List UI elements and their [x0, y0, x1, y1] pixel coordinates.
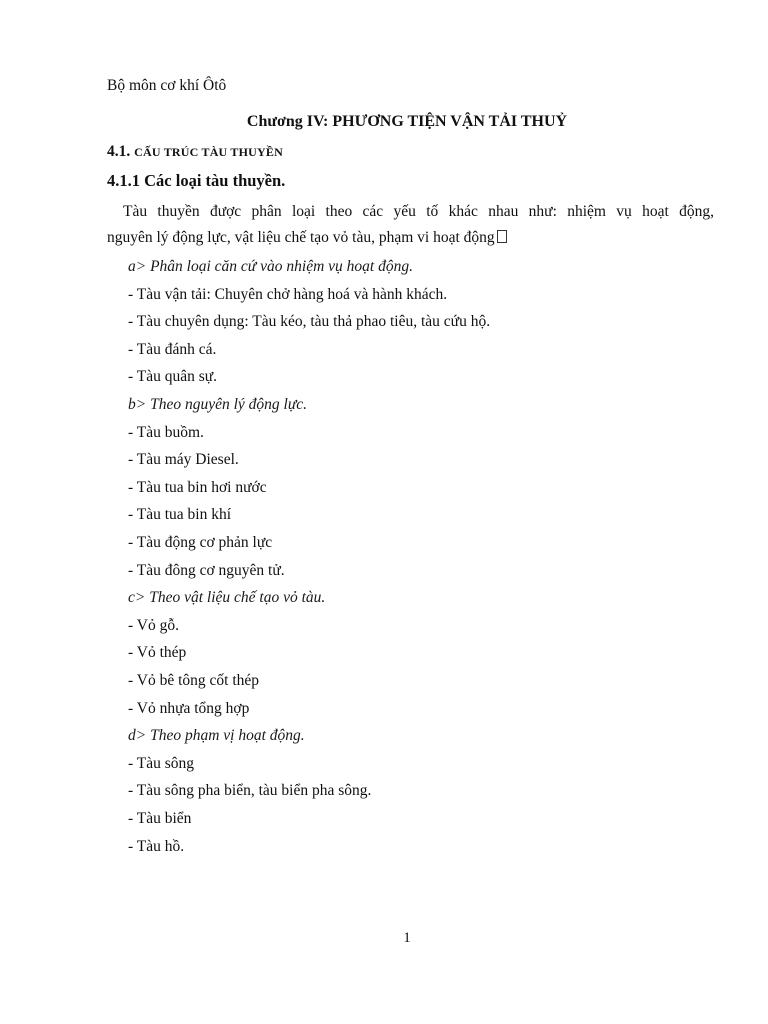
section-title: CẤU TRÚC TÀU THUYỀN — [134, 145, 283, 159]
list-item: - Tàu sông pha biển, tàu biển pha sông. — [128, 782, 372, 799]
section-number: 4.1. — [107, 143, 131, 160]
list-item: - Tàu buồm. — [128, 424, 204, 441]
chapter-title: Chương IV: PHƯƠNG TIỆN VẬN TẢI THUỶ — [246, 113, 568, 130]
category-heading: b> Theo nguyên lý động lực. — [128, 396, 308, 413]
list-item: - Tàu chuyên dụng: Tàu kéo, tàu thả phao tiêu, tàu cứu hộ. — [128, 313, 491, 330]
list-item: - Tàu đông cơ nguyên tử. — [128, 562, 285, 579]
category-heading: c> Theo vật liệu chế tạo vỏ tàu. — [128, 589, 326, 606]
list-item: - Tàu tua bin khí — [128, 506, 232, 523]
list-item: - Vỏ gỗ. — [128, 617, 179, 634]
category-heading: a> Phân loại căn cứ vào nhiệm vụ hoạt động. — [128, 258, 413, 275]
list-item: - Tàu hồ. — [128, 838, 185, 855]
list-item: - Tàu sông — [128, 755, 195, 772]
list-item: - Vỏ nhựa tổng hợp — [128, 700, 250, 717]
list-item: - Vỏ bê tông cốt thép — [128, 672, 260, 689]
intro-line-2-text: nguyên lý động lực, vật liệu chế tạo vỏ tàu, phạm vi hoạt động — [107, 229, 495, 246]
missing-glyph-box — [497, 230, 507, 243]
list-item: - Tàu quân sự. — [128, 368, 218, 385]
list-item: - Tàu động cơ phản lực — [128, 534, 273, 551]
section-heading — [107, 142, 283, 162]
page-header: Bộ môn cơ khí Ôtô — [107, 77, 227, 94]
list-item: - Tàu đánh cá. — [128, 341, 217, 358]
list-item: - Tàu máy Diesel. — [128, 451, 239, 468]
page-number: 1 — [403, 930, 411, 946]
list-item: - Vỏ thép — [128, 644, 187, 661]
list-item: - Tàu biển — [128, 810, 192, 827]
list-item: - Tàu vận tải: Chuyên chở hàng hoá và hành khách. — [128, 286, 448, 303]
category-heading: d> Theo phạm vị hoạt động. — [128, 727, 305, 744]
intro-line-2 — [107, 228, 507, 248]
list-item: - Tàu tua bin hơi nước — [128, 479, 267, 496]
subsection-heading: 4.1.1 Các loại tàu thuyền. — [107, 171, 286, 190]
intro-line-1: Tàu thuyền được phân loại theo các yếu tố khác nhau như: nhiệm vụ hoạt động, — [123, 203, 714, 220]
